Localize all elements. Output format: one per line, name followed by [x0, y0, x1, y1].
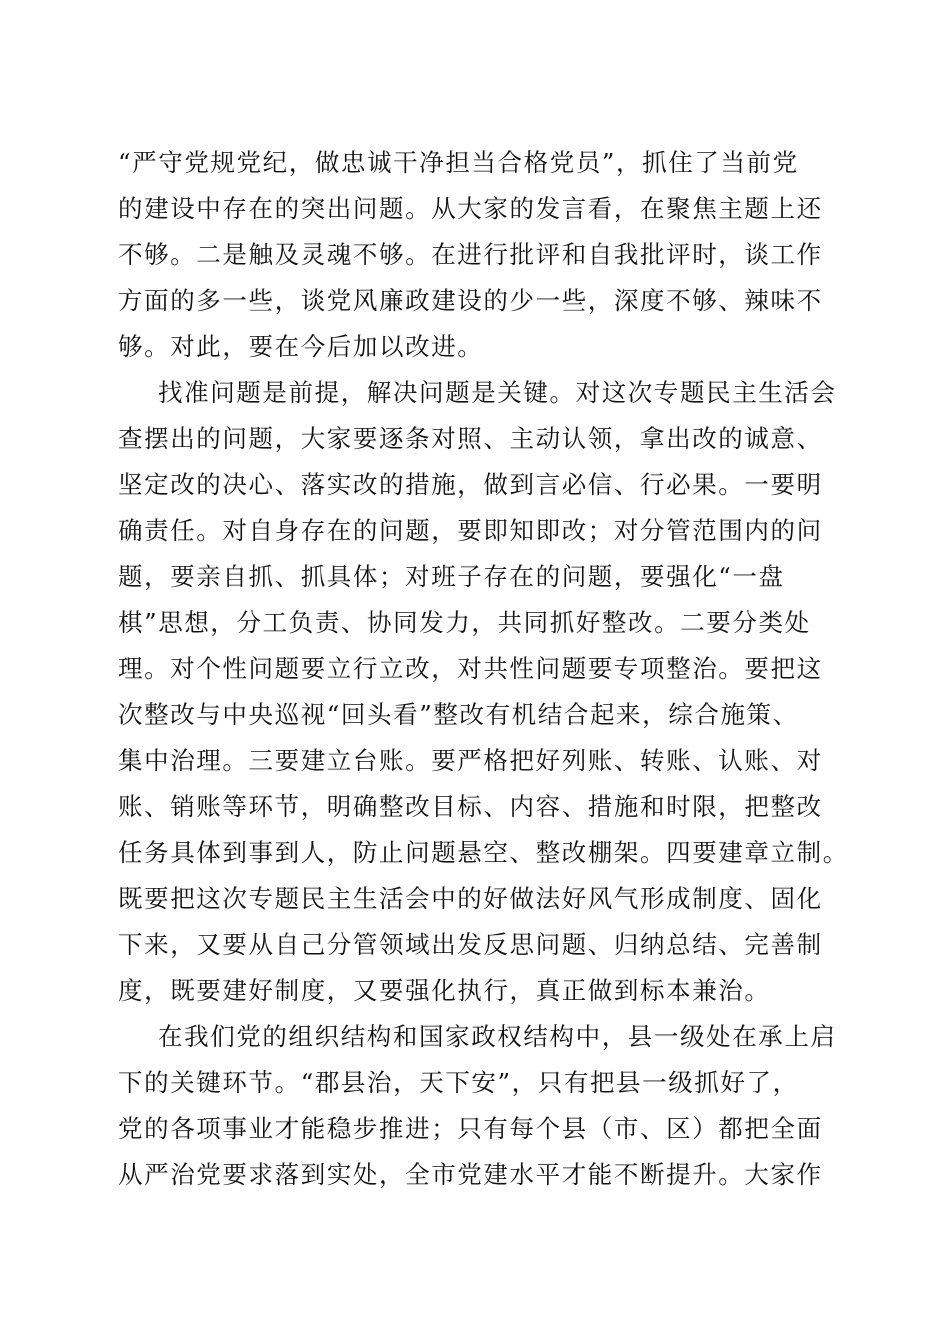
text-line: 理。对个性问题要立行立改，对共性问题要专项整治。要把这: [118, 654, 823, 683]
text-line: 查摆出的问题，大家要逐条对照、主动认领，拿出改的诚意、: [118, 424, 823, 453]
text-line: 从严治党要求落到实处，全市党建水平才能不断提升。大家作: [118, 1160, 823, 1189]
text-line: 棋”思想，分工负责、协同发力，共同抓好整改。二要分类处: [118, 608, 811, 637]
text-line: 党的各项事业才能稳步推进；只有每个县（市、区）都把全面: [118, 1114, 823, 1143]
text-line: 下的关键环节。“郡县治，天下安”，只有把县一级抓好了，: [118, 1068, 799, 1097]
text-line: 次整改与中央巡视“回头看”整改有机结合起来，综合施策、: [118, 700, 799, 729]
text-line: 题，要亲自抓、抓具体；对班子存在的问题，要强化“一盘: [118, 562, 785, 591]
text-line: 既要把这次专题民主生活会中的好做法好风气形成制度、固化: [118, 884, 823, 913]
text-line: 确责任。对自身存在的问题，要即知即改；对分管范围内的问: [118, 516, 823, 545]
text-line: 度，既要建好制度，又要强化执行，真正做到标本兼治。: [118, 976, 771, 1005]
text-line: 方面的多一些，谈党风廉政建设的少一些，深度不够、辣味不: [118, 286, 823, 315]
text-line: 任务具体到事到人，防止问题悬空、整改棚架。四要建章立制。: [118, 838, 849, 867]
text-line: 够。对此，要在今后加以改进。: [118, 332, 484, 361]
text-line: 不够。二是触及灵魂不够。在进行批评和自我批评时，谈工作: [118, 240, 823, 269]
text-line: “严守党规党纪，做忠诚干净担当合格党员”，抓住了当前党: [118, 148, 799, 177]
text-line: 的建设中存在的突出问题。从大家的发言看，在聚焦主题上还: [118, 194, 823, 223]
text-line: 下来，又要从自己分管领域出发反思问题、归纳总结、完善制: [118, 930, 823, 959]
text-line: 坚定改的决心、落实改的措施，做到言必信、行必果。一要明: [118, 470, 823, 499]
paragraph-start-line: 找准问题是前提，解决问题是关键。对这次专题民主生活会: [158, 378, 837, 407]
text-line: 账、销账等环节，明确整改目标、内容、措施和时限，把整改: [118, 792, 823, 821]
paragraph-start-line: 在我们党的组织结构和国家政权结构中，县一级处在承上启: [158, 1022, 837, 1051]
document-body: [118, 140, 849, 1198]
text-line: 集中治理。三要建立台账。要严格把好列账、转账、认账、对: [118, 746, 823, 775]
